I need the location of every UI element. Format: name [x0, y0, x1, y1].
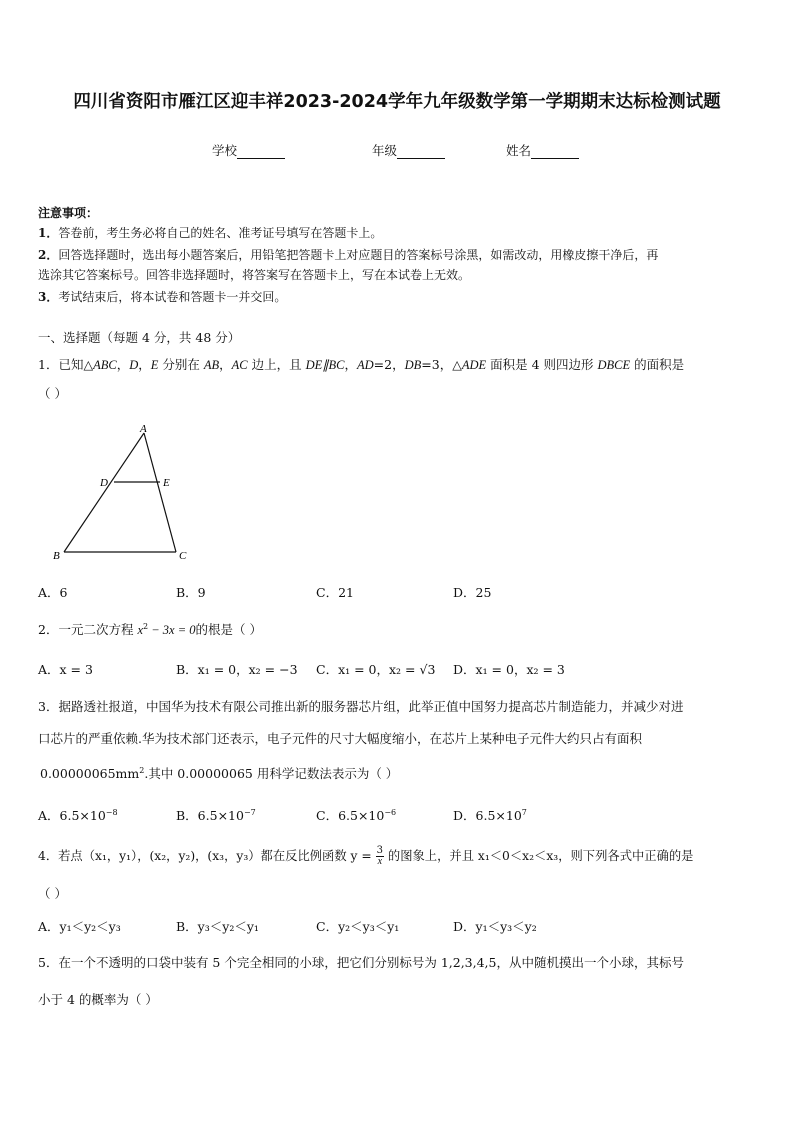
q3-line-1: 3．据路透社报道，中国华为技术有限公司推出新的服务器芯片组，此举正值中国努力提高芯片制造能力，并减少对进 [38, 699, 684, 714]
question-4 [38, 846, 693, 867]
q4-option-c[interactable]: C．y₂＜y₃＜y₁ [316, 919, 400, 934]
label-c: C [179, 550, 187, 562]
q3-number: 0.00000065mm [40, 766, 140, 781]
q1-text: ， [219, 357, 232, 372]
q4-fraction [376, 846, 384, 867]
q3-option-a[interactable] [38, 806, 118, 824]
q3-option-d-text: D．6.5×10 [453, 808, 522, 823]
q1-db: DB [404, 358, 422, 372]
q4-frac-num: 3 [376, 845, 383, 856]
q1-ade: ADE [461, 358, 487, 372]
q4-text: 4．若点（x₁，y₁），(x₂，y₂)，(x₃，y₃）都在反比例函数 y = [38, 849, 376, 863]
note-item-2-cont: 选涂其它答案标号。回答非选择题时，将答案写在答题卡上，写在本试卷上无效。 [38, 268, 471, 282]
q1-text: ， [344, 357, 357, 372]
q1-debc: DE∥BC [305, 358, 345, 372]
note-num-2: 2． [38, 248, 59, 262]
note-item-3 [38, 288, 286, 305]
q1-text: 1．已知△ [38, 357, 94, 372]
notes-heading: 注意事项： [38, 206, 99, 220]
q4-option-d[interactable]: D．y₁＜y₃＜y₂ [453, 919, 537, 934]
q3-line-2: 口芯片的严重依赖.华为技术部门还表示，电子元件的尺寸大幅度缩小，在芯片上某种电子元件大约只占有面积 [38, 731, 642, 746]
side-ab [64, 433, 144, 552]
school-label: 学校 [212, 143, 238, 158]
q2-eq-x: x [137, 623, 143, 637]
q1-text: 的面积是 [630, 357, 685, 372]
q3-option-d[interactable] [453, 806, 527, 824]
note-item-1 [38, 224, 382, 241]
q2-eq-rest: − 3x = 0 [148, 623, 196, 637]
note-num-3: 3． [38, 290, 59, 304]
q4-frac-den: x [377, 856, 383, 867]
q1-text: ， [116, 357, 130, 372]
name-label: 姓名 [506, 143, 532, 158]
q3-option-a-exp: −8 [105, 807, 118, 817]
q3-sup: 2 [139, 765, 145, 775]
note-item-2 [38, 246, 658, 263]
q3-line-3 [40, 764, 398, 782]
q1-text: =3，△ [421, 357, 462, 372]
label-b: B [53, 550, 60, 562]
q4-option-b[interactable]: B．y₃＜y₂＜y₁ [176, 919, 259, 934]
q2-sqrt: √3 [419, 662, 436, 677]
label-d: D [100, 477, 108, 489]
q1-d: D [129, 358, 139, 372]
school-field [212, 141, 285, 159]
section-heading: 一、选择题（每题 4 分，共 48 分） [38, 330, 241, 345]
grade-field [372, 141, 445, 159]
school-blank [237, 145, 285, 159]
q1-text: 边上，且 [247, 357, 306, 372]
q1-ac: AC [231, 358, 248, 372]
q1-dbce: DBCE [597, 358, 631, 372]
q1-text: ， [138, 357, 151, 372]
q5-line-1: 5．在一个不透明的口袋中装有 5 个完全相同的小球，把它们分别标号为 1,2,3,4,5，从中随机摸出一个小球，其标号 [38, 955, 684, 970]
side-ac [144, 433, 176, 552]
q2-option-d[interactable]: D．x₁ = 0，x₂ = 3 [453, 662, 565, 677]
note-text-1: 答卷前，考生务必将自己的姓名、准考证号填写在答题卡上。 [58, 226, 383, 240]
q1-paren: （ ） [38, 386, 67, 401]
q5-line-2: 小于 4 的概率为（ ） [38, 992, 158, 1007]
question-2 [38, 620, 262, 638]
q2-text: 2．一元二次方程 [38, 622, 138, 637]
q2-eq-sup: 2 [143, 621, 149, 631]
note-text-3: 考试结束后，将本试卷和答题卡一并交回。 [58, 290, 287, 304]
q1-option-d[interactable]: D．25 [453, 585, 492, 600]
name-field [506, 141, 579, 159]
q1-ab: AB [203, 358, 220, 372]
label-e: E [163, 477, 170, 489]
q2-option-b[interactable]: B．x₁ = 0，x₂ = −3 [176, 662, 298, 677]
q3-option-b[interactable] [176, 806, 256, 824]
q4-text: 的图象上，并且 x₁＜0＜x₂＜x₃，则下列各式中正确的是 [384, 849, 694, 863]
label-a: A [140, 423, 147, 435]
grade-blank [397, 145, 445, 159]
name-blank [531, 145, 579, 159]
note-text-2a: 回答选择题时，选出每小题答案后，用铅笔把答题卡上对应题目的答案标号涂黑，如需改动，用橡皮擦干净后，再 [58, 248, 659, 262]
q1-option-b[interactable]: B．9 [176, 585, 206, 600]
page-title: 四川省资阳市雁江区迎丰祥2023-2024学年九年级数学第一学期期末达标检测试题 [73, 92, 721, 112]
q3-option-a-text: A．6.5×10 [38, 808, 106, 823]
q4-option-a[interactable]: A．y₁＜y₂＜y₃ [38, 919, 121, 934]
q1-text: =2， [373, 357, 405, 372]
q3-text: .其中 0.00000065 用科学记数法表示为（ ） [144, 766, 399, 781]
q1-e: E [150, 358, 159, 372]
q3-option-b-exp: −7 [243, 807, 256, 817]
grade-label: 年级 [372, 143, 398, 158]
q4-paren: （ ） [38, 886, 67, 901]
triangle-figure [48, 420, 198, 565]
q1-ad: AD [356, 358, 374, 372]
q3-option-b-text: B．6.5×10 [176, 808, 244, 823]
q3-option-c-exp: −6 [384, 807, 397, 817]
q2-option-c-text: C．x₁ = 0，x₂ = [316, 662, 420, 677]
q2-text: 的根是（ ） [195, 622, 262, 637]
q1-option-c[interactable]: C．21 [316, 585, 354, 600]
q2-option-a[interactable]: A．x = 3 [38, 662, 93, 677]
q3-option-d-exp: 7 [521, 807, 527, 817]
question-1 [38, 355, 684, 373]
q3-option-c-text: C．6.5×10 [316, 808, 385, 823]
q1-option-a[interactable]: A．6 [38, 585, 68, 600]
q1-text: 分别在 [158, 357, 204, 372]
q1-text: 面积是 4 则四边形 [486, 357, 598, 372]
q1-abc: ABC [93, 358, 117, 372]
q3-option-c[interactable] [316, 806, 396, 824]
q2-option-c[interactable] [316, 660, 435, 678]
note-num-1: 1． [38, 226, 59, 240]
